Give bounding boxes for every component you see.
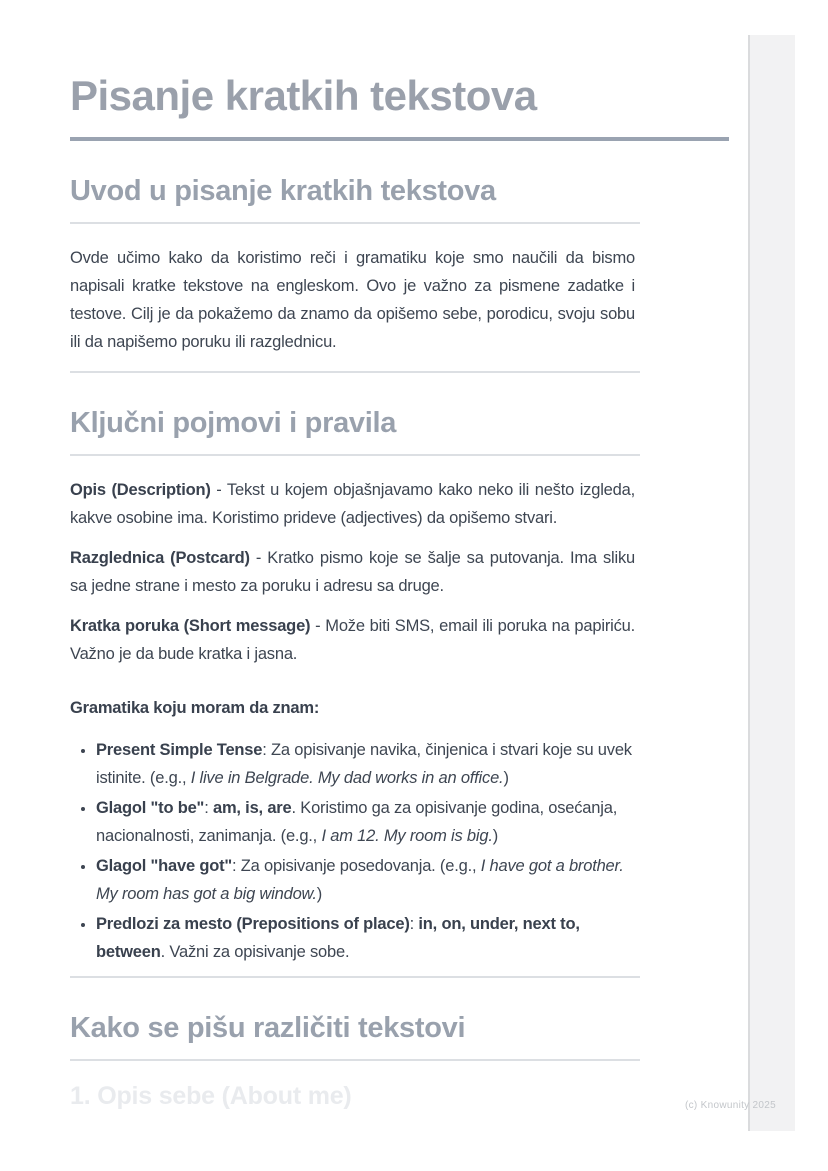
section-divider <box>70 371 640 373</box>
list-item-to-be: • Glagol "to be": am, is, are. Koristimo ga za opisivanje godina, osećanja, nacionalnosti, zanimanja. (e.g., I am 12. My room is big.) <box>96 794 635 850</box>
list-item-have-got: • Glagol "have got": Za opisivanje posedovanja. (e.g., I have got a brother. My room has got a big window.) <box>96 852 635 908</box>
grammar-lead-paragraph: Gramatika koju moram da znam: <box>70 699 320 717</box>
section-heading-kako-se-pisu: Kako se pišu različiti tekstovi <box>70 1012 466 1044</box>
term-paragraph-razglednica: Razglednica (Postcard) - Kratko pismo koje se šalje sa putovanja. Ima sliku sa jedne strane i mesto za poruku i adresu sa druge. <box>70 549 636 595</box>
title-divider <box>70 137 729 141</box>
page-title: Pisanje kratkih tekstova <box>70 72 537 119</box>
list-item-prepositions: • Predlozi za mesto (Prepositions of place): in, on, under, next to, between. Važni za opisivanje sobe. <box>96 910 635 966</box>
section-heading-uvod: Uvod u pisanje kratkih tekstova <box>70 175 496 207</box>
heading-divider <box>70 454 640 456</box>
scrollbar-track[interactable] <box>748 35 795 1131</box>
section-heading-kljucni-pojmovi: Ključni pojmovi i pravila <box>70 407 397 439</box>
faded-subheading-opis-sebe: 1. Opis sebe (About me) <box>70 1082 352 1110</box>
grammar-list <box>70 736 635 966</box>
list-item-present-simple: • Present Simple Tense: Za opisivanje navika, činjenica i stvari koje su uvek istinite. (e.g., I live in Belgrade. My dad works in an office.) <box>96 736 635 792</box>
section-divider <box>70 976 640 978</box>
heading-divider <box>70 1059 640 1061</box>
document-content <box>70 0 730 1111</box>
heading-divider <box>70 222 640 224</box>
term-paragraph-opis: Opis (Description) - Tekst u kojem objašnjavamo kako neko ili nešto izgleda, kakve osobine ima. Koristimo prideve (adjectives) da opišemo stvari. <box>70 481 635 527</box>
intro-paragraph: Ovde učimo kako da koristimo reči i gramatiku koje smo naučili da bismo napisali kratke tekstove na engleskom. Ovo je važno za pismene zadatke i testove. Cilj je da pokažemo da znamo da opišemo sebe, porodicu, svoju sobu ili da napišemo poruku ili razglednicu. <box>70 249 635 351</box>
term-paragraph-kratka-poruka: Kratka poruka (Short message) - Može biti SMS, email ili poruka na papiriću. Važno je da bude kratka i jasna. <box>70 617 635 663</box>
copyright-footer: (c) Knowunity 2025 <box>685 1100 777 1111</box>
